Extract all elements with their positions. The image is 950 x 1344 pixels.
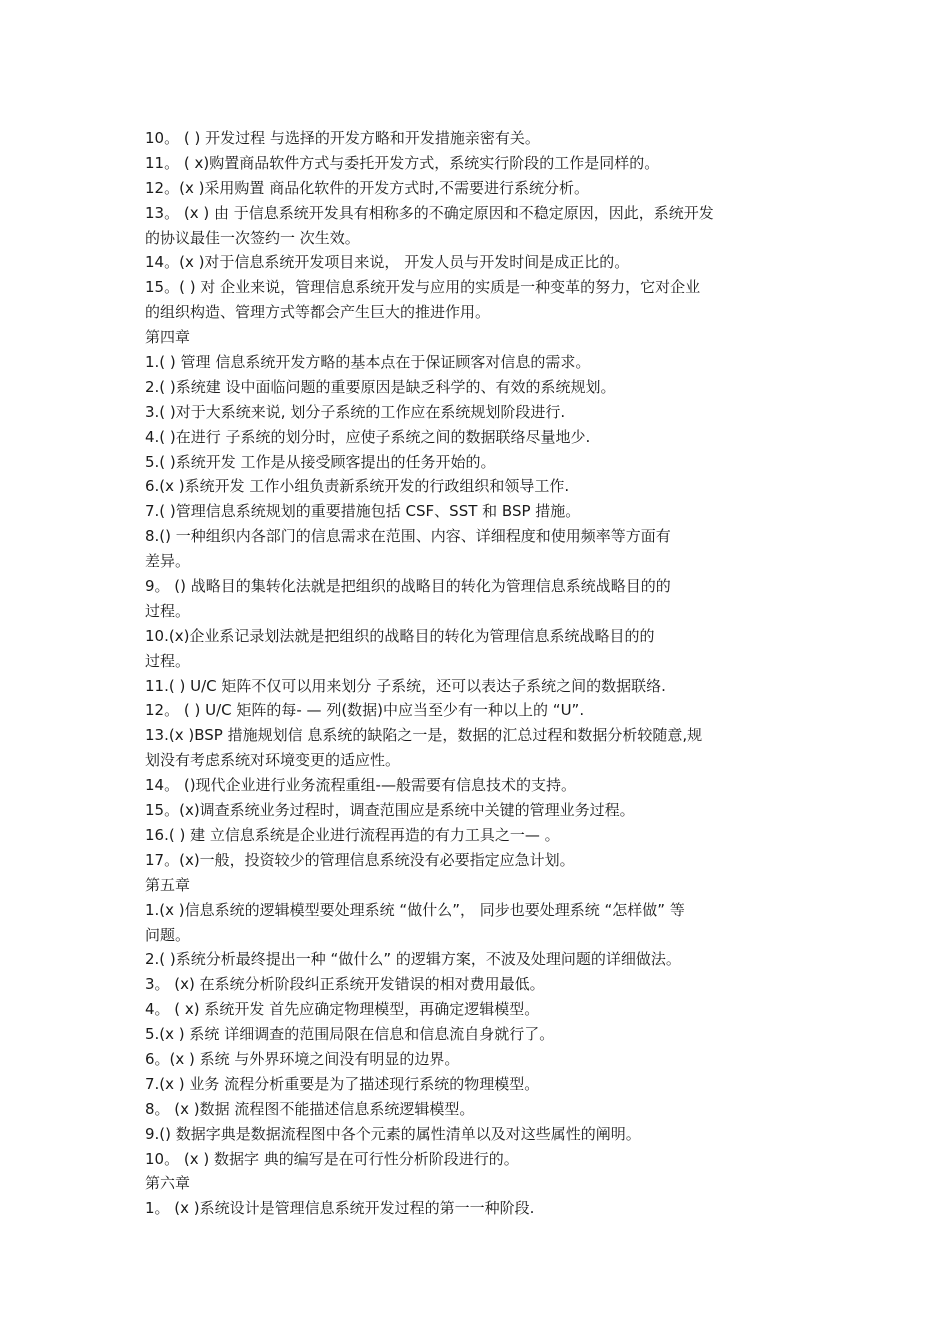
text-line: 6.(x )系统开发 工作小组负责新系统开发的行政组织和领导工作. (145, 477, 570, 496)
text-line: 15。( ) 对 企业来说，管理信息系统开发与应用的实质是一种变革的努力，它对企业 (145, 278, 701, 297)
chapter-heading: 第四章 (145, 328, 191, 347)
text-line: 1.( ) 管理 信息系统开发方略的基本点在于保证顾客对信息的需求。 (145, 353, 591, 372)
text-line: 14。 ()现代企业进行业务流程重组-—般需要有信息技术的支持。 (145, 776, 576, 795)
text-line: 2.( )系统分析最终提出一种 “做什么” 的逻辑方案，不波及处理问题的详细做法。 (145, 950, 681, 969)
text-line: 10。 (x ) 数据字 典的编写是在可行性分析阶段进行的。 (145, 1149, 519, 1168)
text-line: 7.(x ) 业务 流程分析重要是为了描述现行系统的物理模型。 (145, 1074, 540, 1093)
text-line: 差异。 (145, 552, 191, 571)
text-line: 10.(x)企业系记录划法就是把组织的战略目的转化为管理信息系统战略目的的 (145, 626, 655, 645)
text-line: 8。 (x )数据 流程图不能描述信息系统逻辑模型。 (145, 1099, 475, 1118)
text-line: 2.( )系统建 设中面临问题的重要原因是缺乏科学的、有效的系统规划。 (145, 377, 616, 396)
text-line: 13.(x )BSP 措施规划信 息系统的缺陷之一是，数据的汇总过程和数据分析较随意,规 (145, 726, 703, 745)
text-line: 1。 (x )系统设计是管理信息系统开发过程的第一一种阶段. (145, 1199, 535, 1218)
chapter-heading: 第六章 (145, 1174, 191, 1193)
text-line: 过程。 (145, 651, 191, 670)
text-line: 1.(x )信息系统的逻辑模型要处理系统 “做什么”， 同步也要处理系统 “怎样做” 等 (145, 900, 685, 919)
text-line: 9.() 数据字典是数据流程图中各个元素的属性清单以及对这些属性的阐明。 (145, 1124, 641, 1143)
text-line: 4.( )在进行 子系统的划分时，应使子系统之间的数据联络尽量地少. (145, 427, 591, 446)
text-line: 16.( ) 建 立信息系统是企业进行流程再造的有力工具之一— 。 (145, 825, 560, 844)
text-line: 划没有考虑系统对环境变更的适应性。 (145, 751, 401, 770)
text-line: 8.() 一种组织内各部门的信息需求在范围、内容、详细程度和使用频率等方面有 (145, 527, 671, 546)
document-page (145, 126, 795, 1221)
text-line: 11.( ) U/C 矩阵不仅可以用来划分 子系统，还可以表达子系统之间的数据联络. (145, 676, 666, 695)
text-line: 10。 ( ) 开发过程 与选择的开发方略和开发措施亲密有关。 (145, 129, 540, 147)
text-line: 15。(x)调查系统业务过程时，调查范围应是系统中关键的管理业务过程。 (145, 801, 635, 820)
text-line: 12。 ( ) U/C 矩阵的每- — 列(数据)中应当至少有一种以上的 “U”. (145, 701, 585, 720)
text-line: 5.(x ) 系统 详细调查的范围局限在信息和信息流自身就行了。 (145, 1025, 555, 1044)
text-line: 3。 (x) 在系统分析阶段纠正系统开发错误的相对费用最低。 (145, 975, 545, 994)
text-line: 7.( )管理信息系统规划的重要措施包括 CSF、SST 和 BSP 措施。 (145, 502, 581, 521)
text-line: 6。(x ) 系统 与外界环境之间没有明显的边界。 (145, 1049, 460, 1068)
text-line: 9。 () 战略目的集转化法就是把组织的战略目的转化为管理信息系统战略目的的 (145, 577, 671, 596)
text-line: 的组织构造、管理方式等都会产生巨大的推进作用。 (145, 303, 491, 322)
text-line: 的协议最佳一次签约一 次生效。 (145, 228, 360, 247)
text-line: 过程。 (145, 601, 191, 620)
text-line: 3.( )对于大系统来说, 划分子系统的工作应在系统规划阶段进行. (145, 402, 566, 421)
text-line: 问题。 (145, 925, 191, 944)
text-line: 17。(x)一般，投资较少的管理信息系统没有必要指定应急计划。 (145, 850, 575, 869)
text-line: 12。(x )采用购置 商品化软件的开发方式时,不需要进行系统分析。 (145, 178, 589, 197)
text-line: 14。(x )对于信息系统开发项目来说， 开发人员与开发时间是成正比的。 (145, 253, 630, 272)
chapter-heading: 第五章 (145, 875, 191, 894)
text-line: 5.( )系统开发 工作是从接受顾客提出的任务开始的。 (145, 452, 496, 471)
text-line: 11。 ( x)购置商品软件方式与委托开发方式，系统实行阶段的工作是同样的。 (145, 153, 660, 172)
text-line: 13。 (x ) 由 于信息系统开发具有相称多的不确定原因和不稳定原因，因此，系统开发 (145, 203, 714, 222)
text-line: 4。 ( x) 系统开发 首先应确定物理模型，再确定逻辑模型。 (145, 1000, 540, 1019)
